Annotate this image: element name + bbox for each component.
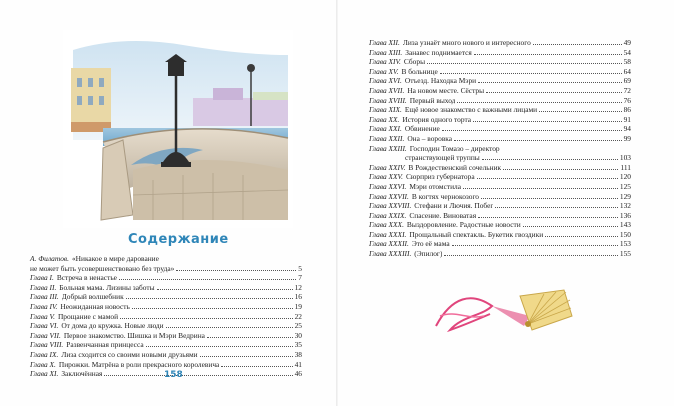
toc-entry: Глава XVII. На новом месте. Сёстры 72 xyxy=(369,85,631,95)
toc-entry: Глава XXVI. Мэри отомстила 125 xyxy=(369,181,631,191)
toc-entry: Глава XXXI. Прощальный спектакль. Букетик гвоздики 150 xyxy=(369,229,631,239)
toc-entry: Глава XIX. Ещё новое знакомство с важными лицами 86 xyxy=(369,105,631,115)
toc-entry: Глава X. Пирожки. Матрёна в роли прекрасного королевича 41 xyxy=(30,359,302,369)
toc-entry: Глава XIV. Сборы 58 xyxy=(369,57,631,67)
toc-entry: Глава XXIV. В Рождественский сочельник 111 xyxy=(369,162,631,172)
toc-entry: Глава XII. Лиза узнаёт много нового и интересного 49 xyxy=(369,38,631,47)
toc-entry-continuation: странствующей труппы 103 xyxy=(405,153,631,163)
page-gutter xyxy=(336,0,338,406)
contents-heading: Содержание xyxy=(128,232,229,247)
toc-entry: Глава I. Встреча в ненастье 7 xyxy=(30,273,302,283)
toc-entry: Глава VI. От дома до кружка. Новые люди 25 xyxy=(30,321,302,331)
toc-left-column xyxy=(30,254,302,379)
toc-entry: Глава XX. История одного торта 91 xyxy=(369,114,631,124)
toc-entry: А. Филатов. «Никакое в мире дарование xyxy=(30,254,159,263)
toc-right-column xyxy=(369,38,631,259)
toc-entry: не может быть усовершенствовано без труда» 5 xyxy=(30,263,302,273)
toc-entry: Глава XXXIII. (Эпилог) 155 xyxy=(369,249,631,259)
toc-entry: Глава XIII. Занавес поднимается 54 xyxy=(369,47,631,57)
toc-entry: Глава V. Прощание с мамой 22 xyxy=(30,311,302,321)
toc-entry: Глава XXVIII. Стефани и Лючия. Побег 132 xyxy=(369,201,631,211)
toc-entry: Глава XXI. Обвинение 94 xyxy=(369,124,631,134)
toc-entry: Глава XXII. Она – воровка 99 xyxy=(369,133,631,143)
toc-entry: Глава VII. Первое знакомство. Шишка и Мэри Ведрина 30 xyxy=(30,330,302,340)
bridge-lamp-illustration xyxy=(63,30,293,228)
fan-ribbon-illustration xyxy=(432,286,574,342)
toc-entry: Глава XXXII. Это её мама 153 xyxy=(369,239,631,249)
toc-entry: Глава XXVII. В когтях чернокозого 129 xyxy=(369,191,631,201)
toc-entry: Глава IX. Лиза сходится со своими новыми друзьями 38 xyxy=(30,349,302,359)
toc-entry: Глава XXV. Сюрприз губернатора 120 xyxy=(369,172,631,182)
toc-entry: Глава XXIX. Спасение. Виноватая 136 xyxy=(369,210,631,220)
toc-entry: Глава III. Добрый волшебник 16 xyxy=(30,292,302,302)
toc-entry: Глава XXIII. Господин Томазо – директор xyxy=(369,143,500,153)
toc-entry: Глава II. Больная мама. Лизины заботы 12 xyxy=(30,282,302,292)
page-number: 158 xyxy=(164,370,183,380)
toc-entry: Глава XVIII. Первый выход 76 xyxy=(369,95,631,105)
toc-entry: Глава XV. В больнице 64 xyxy=(369,66,631,76)
toc-entry: Глава IV. Неожиданная новость 19 xyxy=(30,301,302,311)
toc-entry: Глава VIII. Развенчанная принцесса 35 xyxy=(30,340,302,350)
toc-entry: Глава XVI. Отъезд. Находка Мэри 69 xyxy=(369,76,631,86)
toc-entry: Глава XI. Заключённая 46 xyxy=(30,369,302,379)
toc-entry: Глава XXX. Выздоровление. Радостные новости 143 xyxy=(369,220,631,230)
